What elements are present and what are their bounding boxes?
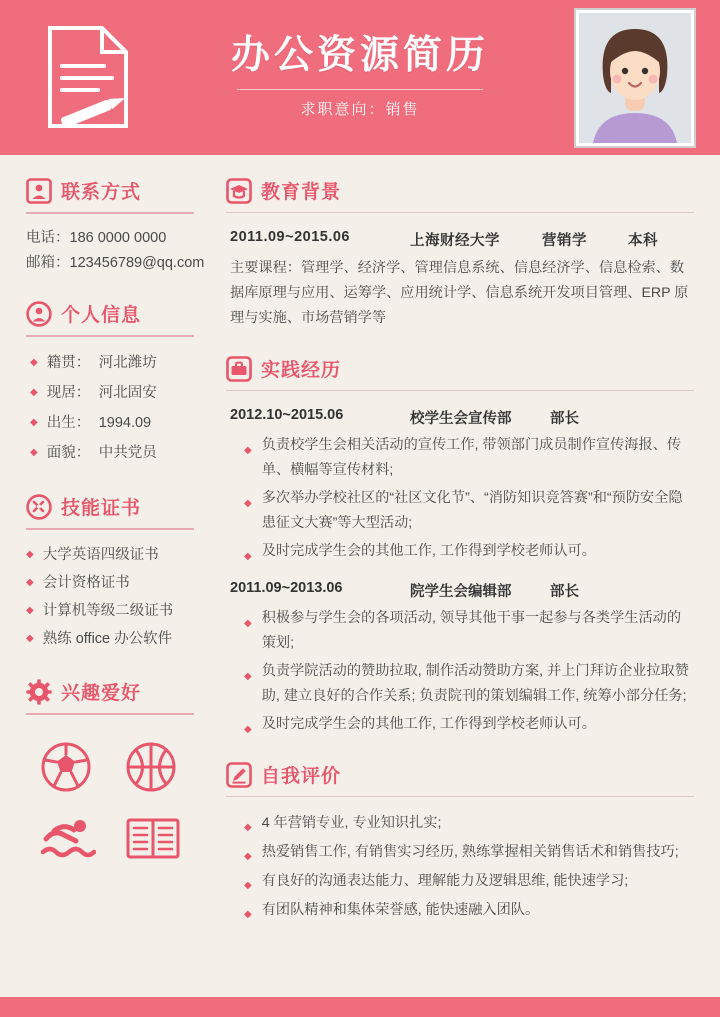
section-title: 技能证书 [61,498,142,519]
section-title: 实践经历 [261,360,342,381]
experience-date: 2011.09~2013.06 [230,580,343,596]
open-book-icon [125,815,181,867]
list-item [226,656,694,709]
section-title: 联系方式 [61,182,142,203]
experience-org: 校学生会宣传部 [410,411,512,427]
list-item [26,570,218,598]
list-item [30,349,218,379]
spacer [0,475,218,493]
diamond-bullet-icon: ◆ [244,498,252,509]
skill-label: 计算机等级二级证书 [42,603,174,619]
section-title: 自我评价 [261,766,342,787]
self-eval-bullet: 有团队精神和集体荣誉感, 能快速融入团队。 [261,902,540,918]
diamond-bullet-icon: ◆ [30,357,38,368]
education-date: 2011.09~2015.06 [230,229,350,245]
personal-info-list [0,337,218,469]
experience-bullet: 及时完成学生会的其他工作, 工作得到学校老师认可。 [261,543,596,559]
contact-email: 邮箱：123456789@qq.com [26,255,205,271]
soccer-ball-icon [40,741,96,793]
list-item [226,430,694,483]
info-key: 现居： [46,385,91,401]
skill-label: 大学英语四级证书 [42,547,159,563]
diamond-bullet-icon: ◆ [26,605,34,616]
section-header [226,177,694,204]
spacer [226,797,694,807]
self-eval-bullet: 有良好的沟通表达能力、理解能力及逻辑思维, 能快速学习; [261,873,629,889]
section-header [226,355,694,382]
diamond-bullet-icon: ◆ [244,909,252,920]
list-item [226,536,694,564]
pen-edit-icon [226,762,252,788]
education-entry-header [226,213,694,250]
list-item [226,709,694,737]
section-title: 个人信息 [61,305,142,326]
experience-role: 部长 [550,411,579,427]
experience-role: 部长 [550,584,579,600]
section-header [0,678,218,705]
section-header [0,177,218,204]
section-header [0,493,218,520]
spacer [226,337,694,355]
header-text-block [160,30,560,119]
experience-bullet: 多次举办学校社区的“社区文化节”、“消防知识竞答赛”和“预防安全隐患征文大赛”等大型活动; [261,490,683,531]
diamond-bullet-icon: ◆ [26,549,34,560]
section-education [226,177,694,331]
contact-phone: 电话：186 0000 0000 [26,230,167,246]
list-item [26,598,218,626]
tools-icon [26,494,52,520]
footer-bar [0,997,720,1017]
spacer [226,743,694,761]
section-personal-info [0,300,218,469]
list-item [226,603,694,656]
skill-label: 会计资格证书 [42,575,130,591]
list-item [26,626,218,654]
diamond-bullet-icon: ◆ [26,633,34,644]
resume-header [0,0,720,155]
hobbies-icon-grid [0,715,210,867]
list-item [30,379,218,409]
left-column [0,155,218,997]
diamond-bullet-icon: ◆ [244,851,252,862]
list-item [226,807,694,836]
education-courses: 主要课程：管理学、经济学、管理信息系统、信息经济学、信息检索、数据库原理与应用、运筹学、应用统计学、信息系统开发项目管理、ERP 原理与实施、市场营销学等 [230,260,689,326]
experience-date: 2012.10~2015.06 [230,407,344,423]
education-major: 营销学 [542,233,587,249]
contact-details [0,214,218,276]
section-header [226,761,694,788]
diamond-bullet-icon: ◆ [244,551,252,562]
person-icon [26,301,52,327]
avatar [574,8,696,148]
self-eval-bullet: 热爱销售工作, 有销售实习经历, 熟练掌握相关销售话术和销售技巧; [261,844,679,860]
experience-bullet: 积极参与学生会的各项活动, 领导其他干事一起参与各类学生活动的策划; [261,610,682,651]
experience-entry-header [226,564,694,603]
diamond-bullet-icon: ◆ [244,822,252,833]
section-hobbies [0,678,218,867]
info-key: 面貌： [46,445,91,461]
basketball-icon [125,741,181,793]
diamond-bullet-icon: ◆ [30,417,38,428]
info-key: 籍贯： [46,355,91,371]
swimming-icon [40,815,96,867]
job-objective: 求职意向：销售 [300,101,420,118]
list-item [226,865,694,894]
graduation-cap-icon [226,178,252,204]
diamond-bullet-icon: ◆ [244,880,252,891]
list-item [30,409,218,439]
education-school: 上海财经大学 [410,233,500,249]
spacer [0,660,218,678]
info-value: 1994.09 [98,415,152,431]
diamond-bullet-icon: ◆ [30,447,38,458]
resume-body [0,155,720,997]
skills-list [0,530,218,654]
list-item [226,836,694,865]
diamond-bullet-icon: ◆ [244,445,252,456]
section-title: 兴趣爱好 [61,683,142,704]
education-degree: 本科 [628,233,658,249]
experience-org: 院学生会编辑部 [410,584,512,600]
page-title: 办公资源简历 [230,34,489,77]
right-column [218,155,720,997]
info-value: 河北固安 [98,385,157,401]
diamond-bullet-icon: ◆ [30,387,38,398]
experience-bullet: 负责学院活动的赞助拉取, 制作活动赞助方案, 并上门拜访企业拉取赞助, 建立良好的合作关系; 负责院刊的策划编辑工作, 统筹小部分任务; [261,663,689,704]
section-header [0,300,218,327]
section-skills [0,493,218,654]
spacer [0,282,218,300]
experience-entry-header [226,391,694,430]
gear-icon [26,679,52,705]
avatar-photo [579,13,691,143]
skill-label: 熟练 office 办公软件 [42,631,173,647]
diamond-bullet-icon: ◆ [26,577,34,588]
list-item [226,894,694,923]
header-divider [237,89,483,90]
info-value: 河北潍坊 [98,355,157,371]
document-pen-icon [42,24,134,130]
briefcase-icon [226,356,252,382]
experience-bullet: 及时完成学生会的其他工作, 工作得到学校老师认可。 [261,716,596,732]
contact-card-icon [26,178,52,204]
list-item [30,439,218,469]
info-value: 中共党员 [98,445,157,461]
diamond-bullet-icon: ◆ [244,618,252,629]
diamond-bullet-icon: ◆ [244,671,252,682]
list-item [226,483,694,536]
section-contact [0,177,218,276]
section-title: 教育背景 [261,182,342,203]
diamond-bullet-icon: ◆ [244,724,252,735]
section-self-evaluation [226,761,694,923]
section-practice [226,355,694,737]
info-key: 出生： [46,415,91,431]
list-item [26,542,218,570]
experience-bullet: 负责校学生会相关活动的宣传工作, 带领部门成员制作宣传海报、传单、横幅等宣传材料; [261,437,682,478]
self-eval-bullet: 4 年营销专业, 专业知识扎实; [261,815,442,831]
